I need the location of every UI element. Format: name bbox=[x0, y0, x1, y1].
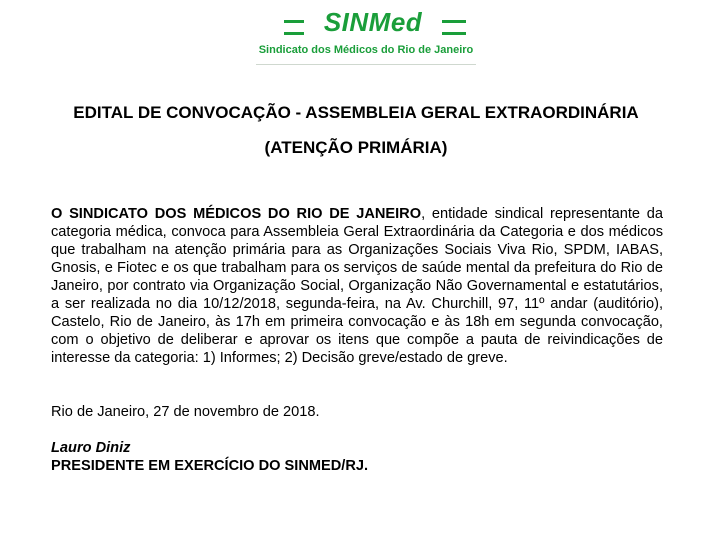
signature-role: PRESIDENTE EM EXERCÍCIO DO SINMED/RJ. bbox=[51, 458, 369, 474]
sinmed-logo bbox=[256, 8, 476, 70]
logo-wordmark: SINMed bbox=[304, 8, 442, 36]
convocation-paragraph bbox=[51, 205, 663, 367]
document-date: Rio de Janeiro, 27 de novembro de 2018. bbox=[51, 404, 320, 420]
convocation-text: , entidade sindical representante da categoria médica, convoca para Assembleia Geral Extraordinária da Categoria e dos médicos que trabalham na atenção primária para as Organizações Sociais Viva Rio, SPDM, IABAS, Gnosis, e Fiotec e os que trabalham para os serviços de saúde mental da prefeitura do Rio de Janeiro, por contrato via Organização Social, Organização Não Governamental e estatutários, a ser realizada no dia 10/12/2018, segunda-feira, na Av. Churchill, 97, 11º andar (auditório), Castelo, Rio de Janeiro, às 17h em primeira convocação e às 18h em segunda convocação, com o objetivo de deliberar e aprovar os itens que compõe a pauta de reivindicações de interesse da categoria: 1) Informes; 2) Decisão greve/estado de greve. bbox=[51, 206, 663, 366]
logo-divider bbox=[256, 64, 476, 65]
convocation-lead: O SINDICATO DOS MÉDICOS DO RIO DE JANEIRO bbox=[51, 206, 422, 222]
document-title: EDITAL DE CONVOCAÇÃO - ASSEMBLEIA GERAL EXTRAORDINÁRIA bbox=[73, 103, 639, 122]
document-subtitle: (ATENÇÃO PRIMÁRIA) bbox=[264, 138, 448, 157]
signature-name: Lauro Diniz bbox=[51, 440, 131, 456]
logo-subtitle: Sindicato dos Médicos do Rio de Janeiro bbox=[258, 44, 474, 56]
